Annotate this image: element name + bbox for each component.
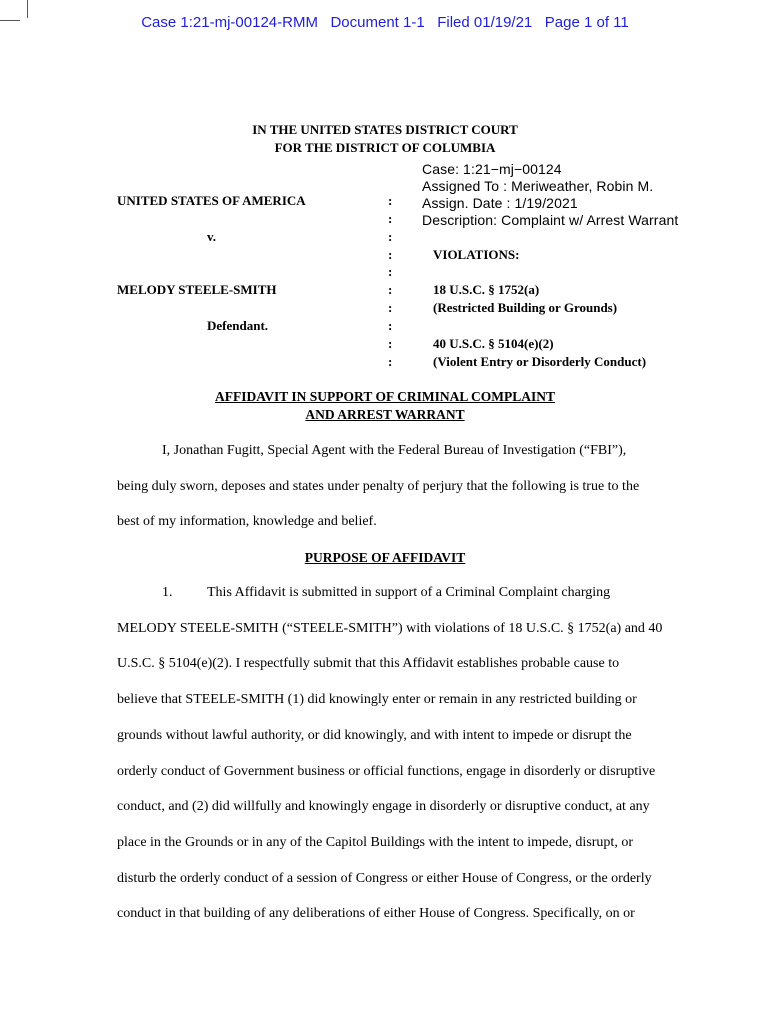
header-case-number: Case 1:21-mj-00124-RMM	[141, 14, 318, 31]
header-document: Document 1-1	[330, 14, 425, 31]
violation-1-code: 18 U.S.C. § 1752(a)	[433, 282, 540, 297]
paragraph-line: disturb the orderly conduct of a session of Congress or either House of Congress, or the orderly	[117, 871, 652, 886]
violation-2-description: (Violent Entry or Disorderly Conduct)	[433, 354, 647, 369]
intro-line: being duly sworn, deposes and states under penalty of perjury that the following is true to the	[117, 479, 640, 494]
stamp-description: Description: Complaint w/ Arrest Warrant	[422, 212, 679, 228]
caption-colon: :	[388, 354, 393, 369]
header-filed-date: Filed 01/19/21	[437, 14, 533, 31]
caption-colon: :	[388, 247, 393, 262]
caption-plaintiff: UNITED STATES OF AMERICA	[117, 193, 306, 208]
court-name-line1: IN THE UNITED STATES DISTRICT COURT	[252, 122, 518, 137]
paragraph-line: conduct, and (2) did willfully and knowingly engage in disorderly or disruptive conduct, at any	[117, 799, 650, 814]
caption-defendant: MELODY STEELE-SMITH	[117, 282, 277, 297]
caption-colon: :	[388, 193, 393, 208]
stamp-assigned: Assigned To : Meriweather, Robin M.	[422, 178, 654, 194]
ecf-header	[0, 14, 770, 31]
header-page-number: Page 1 of 11	[544, 14, 629, 31]
caption-colon: :	[388, 318, 393, 333]
paragraph-line: MELODY STEELE-SMITH (“STEELE-SMITH”) with violations of 18 U.S.C. § 1752(a) and 40	[117, 621, 663, 636]
caption-colon: :	[388, 211, 393, 226]
caption-colon: :	[388, 336, 393, 351]
violation-2-code: 40 U.S.C. § 5104(e)(2)	[433, 336, 554, 351]
court-name-line2: FOR THE DISTRICT OF COLUMBIA	[274, 140, 496, 155]
caption-colon: :	[388, 264, 393, 279]
affidavit-title-line1: AFFIDAVIT IN SUPPORT OF CRIMINAL COMPLAINT	[215, 389, 555, 404]
stamp-assign-date: Assign. Date : 1/19/2021	[422, 195, 578, 211]
paragraph-line: This Affidavit is submitted in support of a Criminal Complaint charging	[207, 585, 611, 600]
caption-colon: :	[388, 300, 393, 315]
paragraph-line: conduct in that building of any deliberations of either House of Congress. Specifically, on or	[117, 906, 635, 921]
intro-line: best of my information, knowledge and belief.	[117, 514, 377, 529]
paragraph-line: orderly conduct of Government business or official functions, engage in disorderly or disruptive	[117, 764, 656, 779]
violations-heading: VIOLATIONS:	[433, 247, 520, 262]
purpose-heading: PURPOSE OF AFFIDAVIT	[304, 550, 466, 565]
caption-defendant-label: Defendant.	[207, 318, 269, 333]
violation-1-description: (Restricted Building or Grounds)	[433, 300, 618, 315]
stamp-case: Case: 1:21−mj−00124	[422, 161, 562, 177]
caption-versus: v.	[207, 229, 217, 244]
caption-colon: :	[388, 282, 393, 297]
paragraph-number: 1.	[162, 585, 173, 600]
intro-line: I, Jonathan Fugitt, Special Agent with the Federal Bureau of Investigation (“FBI”),	[162, 443, 627, 458]
caption-colon: :	[388, 229, 393, 244]
affidavit-title-line2: AND ARREST WARRANT	[305, 407, 465, 422]
paragraph-line: place in the Grounds or in any of the Capitol Buildings with the intent to impede, disrupt, or	[117, 835, 633, 850]
paragraph-line: grounds without lawful authority, or did knowingly, and with intent to impede or disrupt the	[117, 728, 632, 743]
paragraph-line: believe that STEELE-SMITH (1) did knowingly enter or remain in any restricted building or	[117, 692, 637, 707]
paragraph-line: U.S.C. § 5104(e)(2). I respectfully submit that this Affidavit establishes probable cause to	[117, 656, 620, 671]
